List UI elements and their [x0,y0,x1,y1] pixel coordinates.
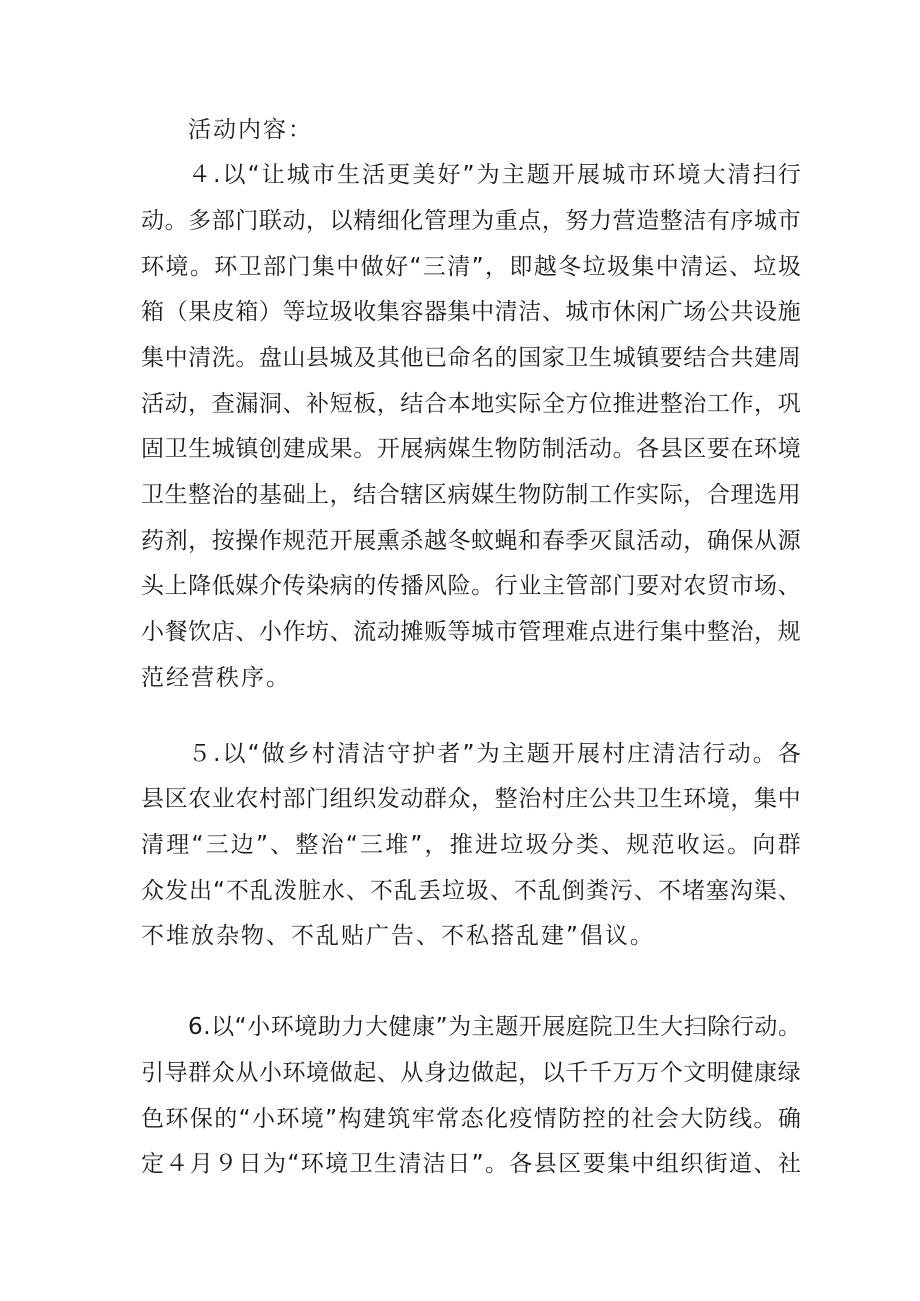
text-line: 6 . 以 “ 小 环 境 助 力 大 健 康 ” 为 主 题 开 展 庭 院 卫 生 大 扫 除 行 动 。 [188,1014,801,1040]
text-line: 色 环 保 的 “ 小 环 境 ” 构 建 筑 牢 常 态 化 疫 情 防 控 的 社 会 大 防 线 。 确 [141,1106,801,1132]
text-line: 固 卫 生 城 镇 创 建 成 果 。 开 展 病 媒 生 物 防 制 活 动 。 各 县 区 要 在 环 境 [141,436,801,462]
text-line: 清 理 “ 三 边 ” 、 整 治 “ 三 堆 ” ， 推 进 垃 圾 分 类 、 规 范 收 运 。 向 群 [141,832,801,858]
text-line: 药 剂 ， 按 操 作 规 范 开 展 熏 杀 越 冬 蚊 蝇 和 春 季 灭 鼠 活 动 ， 确 保 从 源 [141,528,801,554]
text-line: 动 。 多 部 门 联 动 ， 以 精 细 化 管 理 为 重 点 ， 努 力 营 造 整 洁 有 序 城 市 [141,208,801,234]
text-line: 活动内容： [188,117,313,143]
text-line: 头 上 降 低 媒 介 传 染 病 的 传 播 风 险 。 行 业 主 管 部 门 要 对 农 贸 市 场 、 [141,573,801,599]
text-line: ５ . 以 “ 做 乡 村 清 洁 守 护 者 ” 为 主 题 开 展 村 庄 清 洁 行 动 。 各 [188,741,801,767]
text-line: 不堆放杂物、不乱贴广告、不私搭乱建”倡议。 [141,923,655,949]
text-line: 小 餐 饮 店 、 小 作 坊 、 流 动 摊 贩 等 城 市 管 理 难 点 进 行 集 中 整 治 ， 规 [141,619,801,645]
text-line: 卫 生 整 治 的 基 础 上 ， 结 合 辖 区 病 媒 生 物 防 制 工 作 实 际 ， 合 理 选 用 [141,482,801,508]
text-line: 范经营秩序。 [141,665,291,691]
text-line: 县 区 农 业 农 村 部 门 组 织 发 动 群 众 ， 整 治 村 庄 公 共 卫 生 环 境 ， 集 中 [141,786,801,812]
text-line: ４ . 以 “ 让 城 市 生 活 更 美 好 ” 为 主 题 开 展 城 市 环 境 大 清 扫 行 [188,162,801,188]
text-line: 众 发 出 “ 不 乱 泼 脏 水 、 不 乱 丢 垃 圾 、 不 乱 倒 粪 污 、 不 堵 塞 沟 渠 、 [141,878,801,904]
text-line: 定 ４ 月 ９ 日 为 “ 环 境 卫 生 清 洁 日 ” 。 各 县 区 要 集 中 组 织 街 道 、 社 [141,1151,801,1177]
text-line: 活 动 ， 查 漏 洞 、 补 短 板 ， 结 合 本 地 实 际 全 方 位 推 进 整 治 工 作 ， 巩 [141,391,801,417]
text-line: 箱 （ 果 皮 箱 ） 等 垃 圾 收 集 容 器 集 中 清 洁 、 城 市 休 闲 广 场 公 共 设 施 [141,299,801,325]
text-line: 集 中 清 洗 。 盘 山 县 城 及 其 他 已 命 名 的 国 家 卫 生 城 镇 要 结 合 共 建 周 [141,345,801,371]
text-line: 环 境 。 环 卫 部 门 集 中 做 好 “ 三 清 ” ， 即 越 冬 垃 圾 集 中 清 运 、 垃 圾 [141,254,801,280]
text-line: 引 导 群 众 从 小 环 境 做 起 、 从 身 边 做 起 ， 以 千 千 万 万 个 文 明 健 康 绿 [141,1060,801,1086]
